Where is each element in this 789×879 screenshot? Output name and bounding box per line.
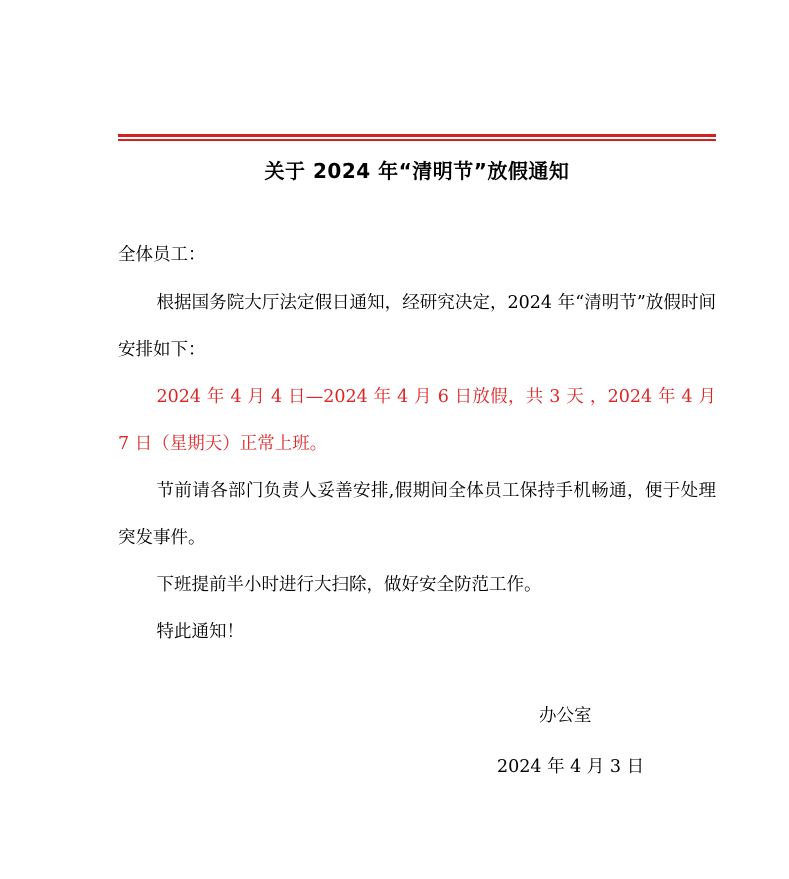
paragraph-holiday-dates: 2024 年 4 月 4 日—2024 年 4 月 6 日放假，共 3 天 ，2024 年 4 月 7 日（星期天）正常上班。 bbox=[118, 387, 716, 454]
signature-office: 办公室 bbox=[539, 706, 592, 726]
red-header-rule-thin bbox=[118, 139, 716, 141]
paragraph-arrangement: 节前请各部门负责人妥善安排,假期间全体员工保持手机畅通，便于处理突发事件。 bbox=[118, 481, 716, 548]
signature-date: 2024 年 4 月 3 日 bbox=[497, 757, 645, 777]
salutation: 全体员工： bbox=[118, 245, 206, 265]
red-header-rule-thick bbox=[118, 134, 716, 137]
paragraph-cleaning: 下班提前半小时进行大扫除，做好安全防范工作。 bbox=[156, 575, 542, 595]
notice-title: 关于 2024 年“清明节”放假通知 bbox=[264, 159, 570, 183]
paragraph-intro: 根据国务院大厅法定假日通知，经研究决定，2024 年“清明节”放假时间安排如下： bbox=[118, 293, 716, 360]
paragraph-closing: 特此通知！ bbox=[156, 622, 244, 642]
